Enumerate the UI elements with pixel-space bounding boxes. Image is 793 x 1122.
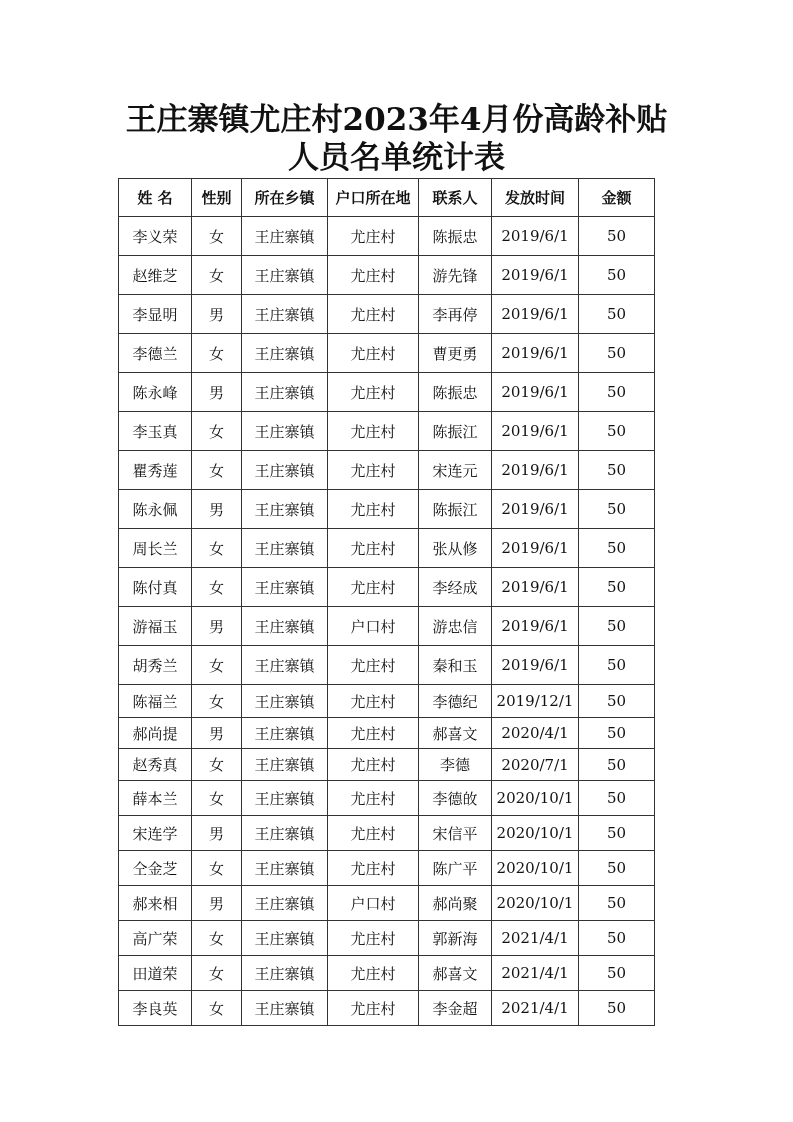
cell-issue-date: 2019/6/1: [492, 334, 579, 373]
table-row: [119, 568, 655, 607]
cell-name: 高广荣: [119, 921, 192, 956]
cell-contact: 陈广平: [419, 851, 492, 886]
cell-amount: 50: [579, 412, 655, 451]
cell-name: 李显明: [119, 295, 192, 334]
subsidy-table: [118, 178, 655, 1026]
table-row: [119, 921, 655, 956]
cell-contact: 宋信平: [419, 816, 492, 851]
cell-gender: 男: [192, 490, 242, 529]
cell-issue-date: 2019/6/1: [492, 217, 579, 256]
cell-gender: 女: [192, 412, 242, 451]
header-amount: 金额: [579, 179, 655, 217]
cell-contact: 郭新海: [419, 921, 492, 956]
cell-name: 田道荣: [119, 956, 192, 991]
cell-amount: 50: [579, 373, 655, 412]
cell-name: 游福玉: [119, 607, 192, 646]
cell-township: 王庄寨镇: [242, 490, 328, 529]
cell-gender: 女: [192, 451, 242, 490]
table-row: [119, 646, 655, 685]
cell-contact: 陈振江: [419, 490, 492, 529]
cell-name: 胡秀兰: [119, 646, 192, 685]
cell-household-location: 尤庄村: [328, 412, 419, 451]
cell-household-location: 尤庄村: [328, 781, 419, 816]
cell-contact: 郝尚聚: [419, 886, 492, 921]
cell-gender: 女: [192, 646, 242, 685]
cell-household-location: 户口村: [328, 886, 419, 921]
table-row: [119, 451, 655, 490]
table-row: [119, 529, 655, 568]
table-row: [119, 373, 655, 412]
cell-gender: 男: [192, 373, 242, 412]
cell-household-location: 尤庄村: [328, 490, 419, 529]
document-title-line2: 人员名单统计表: [288, 140, 505, 176]
cell-name: 赵秀真: [119, 749, 192, 781]
cell-name: 李德兰: [119, 334, 192, 373]
cell-contact: 李德: [419, 749, 492, 781]
cell-gender: 女: [192, 749, 242, 781]
cell-amount: 50: [579, 568, 655, 607]
cell-township: 王庄寨镇: [242, 685, 328, 718]
cell-amount: 50: [579, 749, 655, 781]
cell-contact: 游忠信: [419, 607, 492, 646]
cell-township: 王庄寨镇: [242, 956, 328, 991]
cell-name: 薛本兰: [119, 781, 192, 816]
cell-township: 王庄寨镇: [242, 921, 328, 956]
table-row: [119, 685, 655, 718]
cell-township: 王庄寨镇: [242, 718, 328, 749]
cell-amount: 50: [579, 490, 655, 529]
cell-amount: 50: [579, 256, 655, 295]
cell-township: 王庄寨镇: [242, 295, 328, 334]
table-row: [119, 334, 655, 373]
cell-issue-date: 2020/10/1: [492, 781, 579, 816]
cell-gender: 女: [192, 991, 242, 1026]
cell-gender: 女: [192, 334, 242, 373]
cell-gender: 男: [192, 607, 242, 646]
cell-amount: 50: [579, 816, 655, 851]
table-row: [119, 816, 655, 851]
table-row: [119, 295, 655, 334]
header-household-location: 户口所在地: [328, 179, 419, 217]
cell-gender: 男: [192, 295, 242, 334]
cell-contact: 李金超: [419, 991, 492, 1026]
cell-household-location: 尤庄村: [328, 749, 419, 781]
cell-township: 王庄寨镇: [242, 373, 328, 412]
cell-name: 陈永佩: [119, 490, 192, 529]
cell-amount: 50: [579, 781, 655, 816]
cell-gender: 女: [192, 568, 242, 607]
cell-gender: 男: [192, 718, 242, 749]
cell-contact: 郝喜文: [419, 718, 492, 749]
cell-township: 王庄寨镇: [242, 451, 328, 490]
cell-name: 周长兰: [119, 529, 192, 568]
header-contact: 联系人: [419, 179, 492, 217]
cell-issue-date: 2019/12/1: [492, 685, 579, 718]
cell-name: 赵维芝: [119, 256, 192, 295]
cell-contact: 陈振忠: [419, 373, 492, 412]
cell-name: 陈福兰: [119, 685, 192, 718]
cell-gender: 男: [192, 816, 242, 851]
table-row: [119, 490, 655, 529]
table-row: [119, 991, 655, 1026]
cell-issue-date: 2021/4/1: [492, 956, 579, 991]
cell-contact: 李经成: [419, 568, 492, 607]
cell-gender: 男: [192, 886, 242, 921]
table-header: [119, 179, 655, 217]
table-row: [119, 956, 655, 991]
cell-name: 宋连学: [119, 816, 192, 851]
table-row: [119, 718, 655, 749]
cell-household-location: 尤庄村: [328, 217, 419, 256]
cell-amount: 50: [579, 295, 655, 334]
cell-name: 郝来相: [119, 886, 192, 921]
cell-amount: 50: [579, 685, 655, 718]
cell-township: 王庄寨镇: [242, 607, 328, 646]
cell-gender: 女: [192, 781, 242, 816]
cell-issue-date: 2019/6/1: [492, 412, 579, 451]
table-row: [119, 217, 655, 256]
cell-issue-date: 2019/6/1: [492, 490, 579, 529]
cell-contact: 宋连元: [419, 451, 492, 490]
cell-name: 仝金芝: [119, 851, 192, 886]
cell-amount: 50: [579, 956, 655, 991]
cell-contact: 陈振忠: [419, 217, 492, 256]
header-name: 姓 名: [119, 179, 192, 217]
cell-household-location: 尤庄村: [328, 685, 419, 718]
cell-issue-date: 2020/4/1: [492, 718, 579, 749]
cell-issue-date: 2021/4/1: [492, 921, 579, 956]
cell-issue-date: 2019/6/1: [492, 256, 579, 295]
table-row: [119, 749, 655, 781]
document-title-line1: 王庄寨镇尤庄村2023年4月份高龄补贴: [125, 102, 668, 138]
table-row: [119, 781, 655, 816]
cell-township: 王庄寨镇: [242, 334, 328, 373]
cell-issue-date: 2019/6/1: [492, 295, 579, 334]
cell-issue-date: 2019/6/1: [492, 373, 579, 412]
cell-amount: 50: [579, 886, 655, 921]
header-township: 所在乡镇: [242, 179, 328, 217]
table-body: [119, 217, 655, 1026]
cell-name: 李玉真: [119, 412, 192, 451]
cell-township: 王庄寨镇: [242, 529, 328, 568]
cell-issue-date: 2020/10/1: [492, 851, 579, 886]
cell-township: 王庄寨镇: [242, 256, 328, 295]
cell-amount: 50: [579, 718, 655, 749]
cell-amount: 50: [579, 991, 655, 1026]
cell-name: 陈永峰: [119, 373, 192, 412]
cell-gender: 女: [192, 921, 242, 956]
cell-township: 王庄寨镇: [242, 568, 328, 607]
cell-household-location: 尤庄村: [328, 718, 419, 749]
cell-household-location: 尤庄村: [328, 956, 419, 991]
cell-contact: 李德纪: [419, 685, 492, 718]
cell-amount: 50: [579, 921, 655, 956]
table-row: [119, 412, 655, 451]
cell-amount: 50: [579, 851, 655, 886]
header-issue-date: 发放时间: [492, 179, 579, 217]
cell-gender: 女: [192, 256, 242, 295]
cell-gender: 女: [192, 217, 242, 256]
cell-issue-date: 2019/6/1: [492, 529, 579, 568]
cell-household-location: 尤庄村: [328, 256, 419, 295]
cell-township: 王庄寨镇: [242, 816, 328, 851]
cell-gender: 女: [192, 529, 242, 568]
cell-household-location: 尤庄村: [328, 334, 419, 373]
table-row: [119, 851, 655, 886]
cell-name: 陈付真: [119, 568, 192, 607]
cell-name: 郝尚提: [119, 718, 192, 749]
table-row: [119, 607, 655, 646]
cell-issue-date: 2020/7/1: [492, 749, 579, 781]
cell-contact: 李德敀: [419, 781, 492, 816]
table-header-row: [119, 179, 655, 217]
cell-township: 王庄寨镇: [242, 781, 328, 816]
cell-amount: 50: [579, 334, 655, 373]
cell-amount: 50: [579, 451, 655, 490]
cell-household-location: 尤庄村: [328, 991, 419, 1026]
cell-township: 王庄寨镇: [242, 991, 328, 1026]
header-gender: 性别: [192, 179, 242, 217]
table-row: [119, 886, 655, 921]
cell-amount: 50: [579, 607, 655, 646]
cell-gender: 女: [192, 956, 242, 991]
cell-household-location: 户口村: [328, 607, 419, 646]
cell-name: 李义荣: [119, 217, 192, 256]
cell-household-location: 尤庄村: [328, 529, 419, 568]
cell-township: 王庄寨镇: [242, 749, 328, 781]
table-row: [119, 256, 655, 295]
cell-issue-date: 2019/6/1: [492, 646, 579, 685]
cell-amount: 50: [579, 646, 655, 685]
cell-contact: 张从修: [419, 529, 492, 568]
cell-household-location: 尤庄村: [328, 646, 419, 685]
cell-household-location: 尤庄村: [328, 921, 419, 956]
cell-township: 王庄寨镇: [242, 217, 328, 256]
cell-issue-date: 2019/6/1: [492, 568, 579, 607]
cell-township: 王庄寨镇: [242, 886, 328, 921]
cell-name: 瞿秀莲: [119, 451, 192, 490]
cell-township: 王庄寨镇: [242, 646, 328, 685]
cell-contact: 秦和玉: [419, 646, 492, 685]
cell-township: 王庄寨镇: [242, 851, 328, 886]
cell-issue-date: 2019/6/1: [492, 451, 579, 490]
cell-amount: 50: [579, 217, 655, 256]
cell-household-location: 尤庄村: [328, 373, 419, 412]
cell-household-location: 尤庄村: [328, 295, 419, 334]
cell-contact: 郝喜文: [419, 956, 492, 991]
cell-amount: 50: [579, 529, 655, 568]
cell-township: 王庄寨镇: [242, 412, 328, 451]
cell-gender: 女: [192, 685, 242, 718]
cell-contact: 李再停: [419, 295, 492, 334]
cell-issue-date: 2021/4/1: [492, 991, 579, 1026]
cell-contact: 曹更勇: [419, 334, 492, 373]
cell-contact: 陈振江: [419, 412, 492, 451]
cell-household-location: 尤庄村: [328, 851, 419, 886]
cell-issue-date: 2019/6/1: [492, 607, 579, 646]
cell-household-location: 尤庄村: [328, 568, 419, 607]
cell-issue-date: 2020/10/1: [492, 886, 579, 921]
cell-name: 李良英: [119, 991, 192, 1026]
cell-contact: 游先锋: [419, 256, 492, 295]
cell-issue-date: 2020/10/1: [492, 816, 579, 851]
cell-gender: 女: [192, 851, 242, 886]
cell-household-location: 尤庄村: [328, 816, 419, 851]
cell-household-location: 尤庄村: [328, 451, 419, 490]
